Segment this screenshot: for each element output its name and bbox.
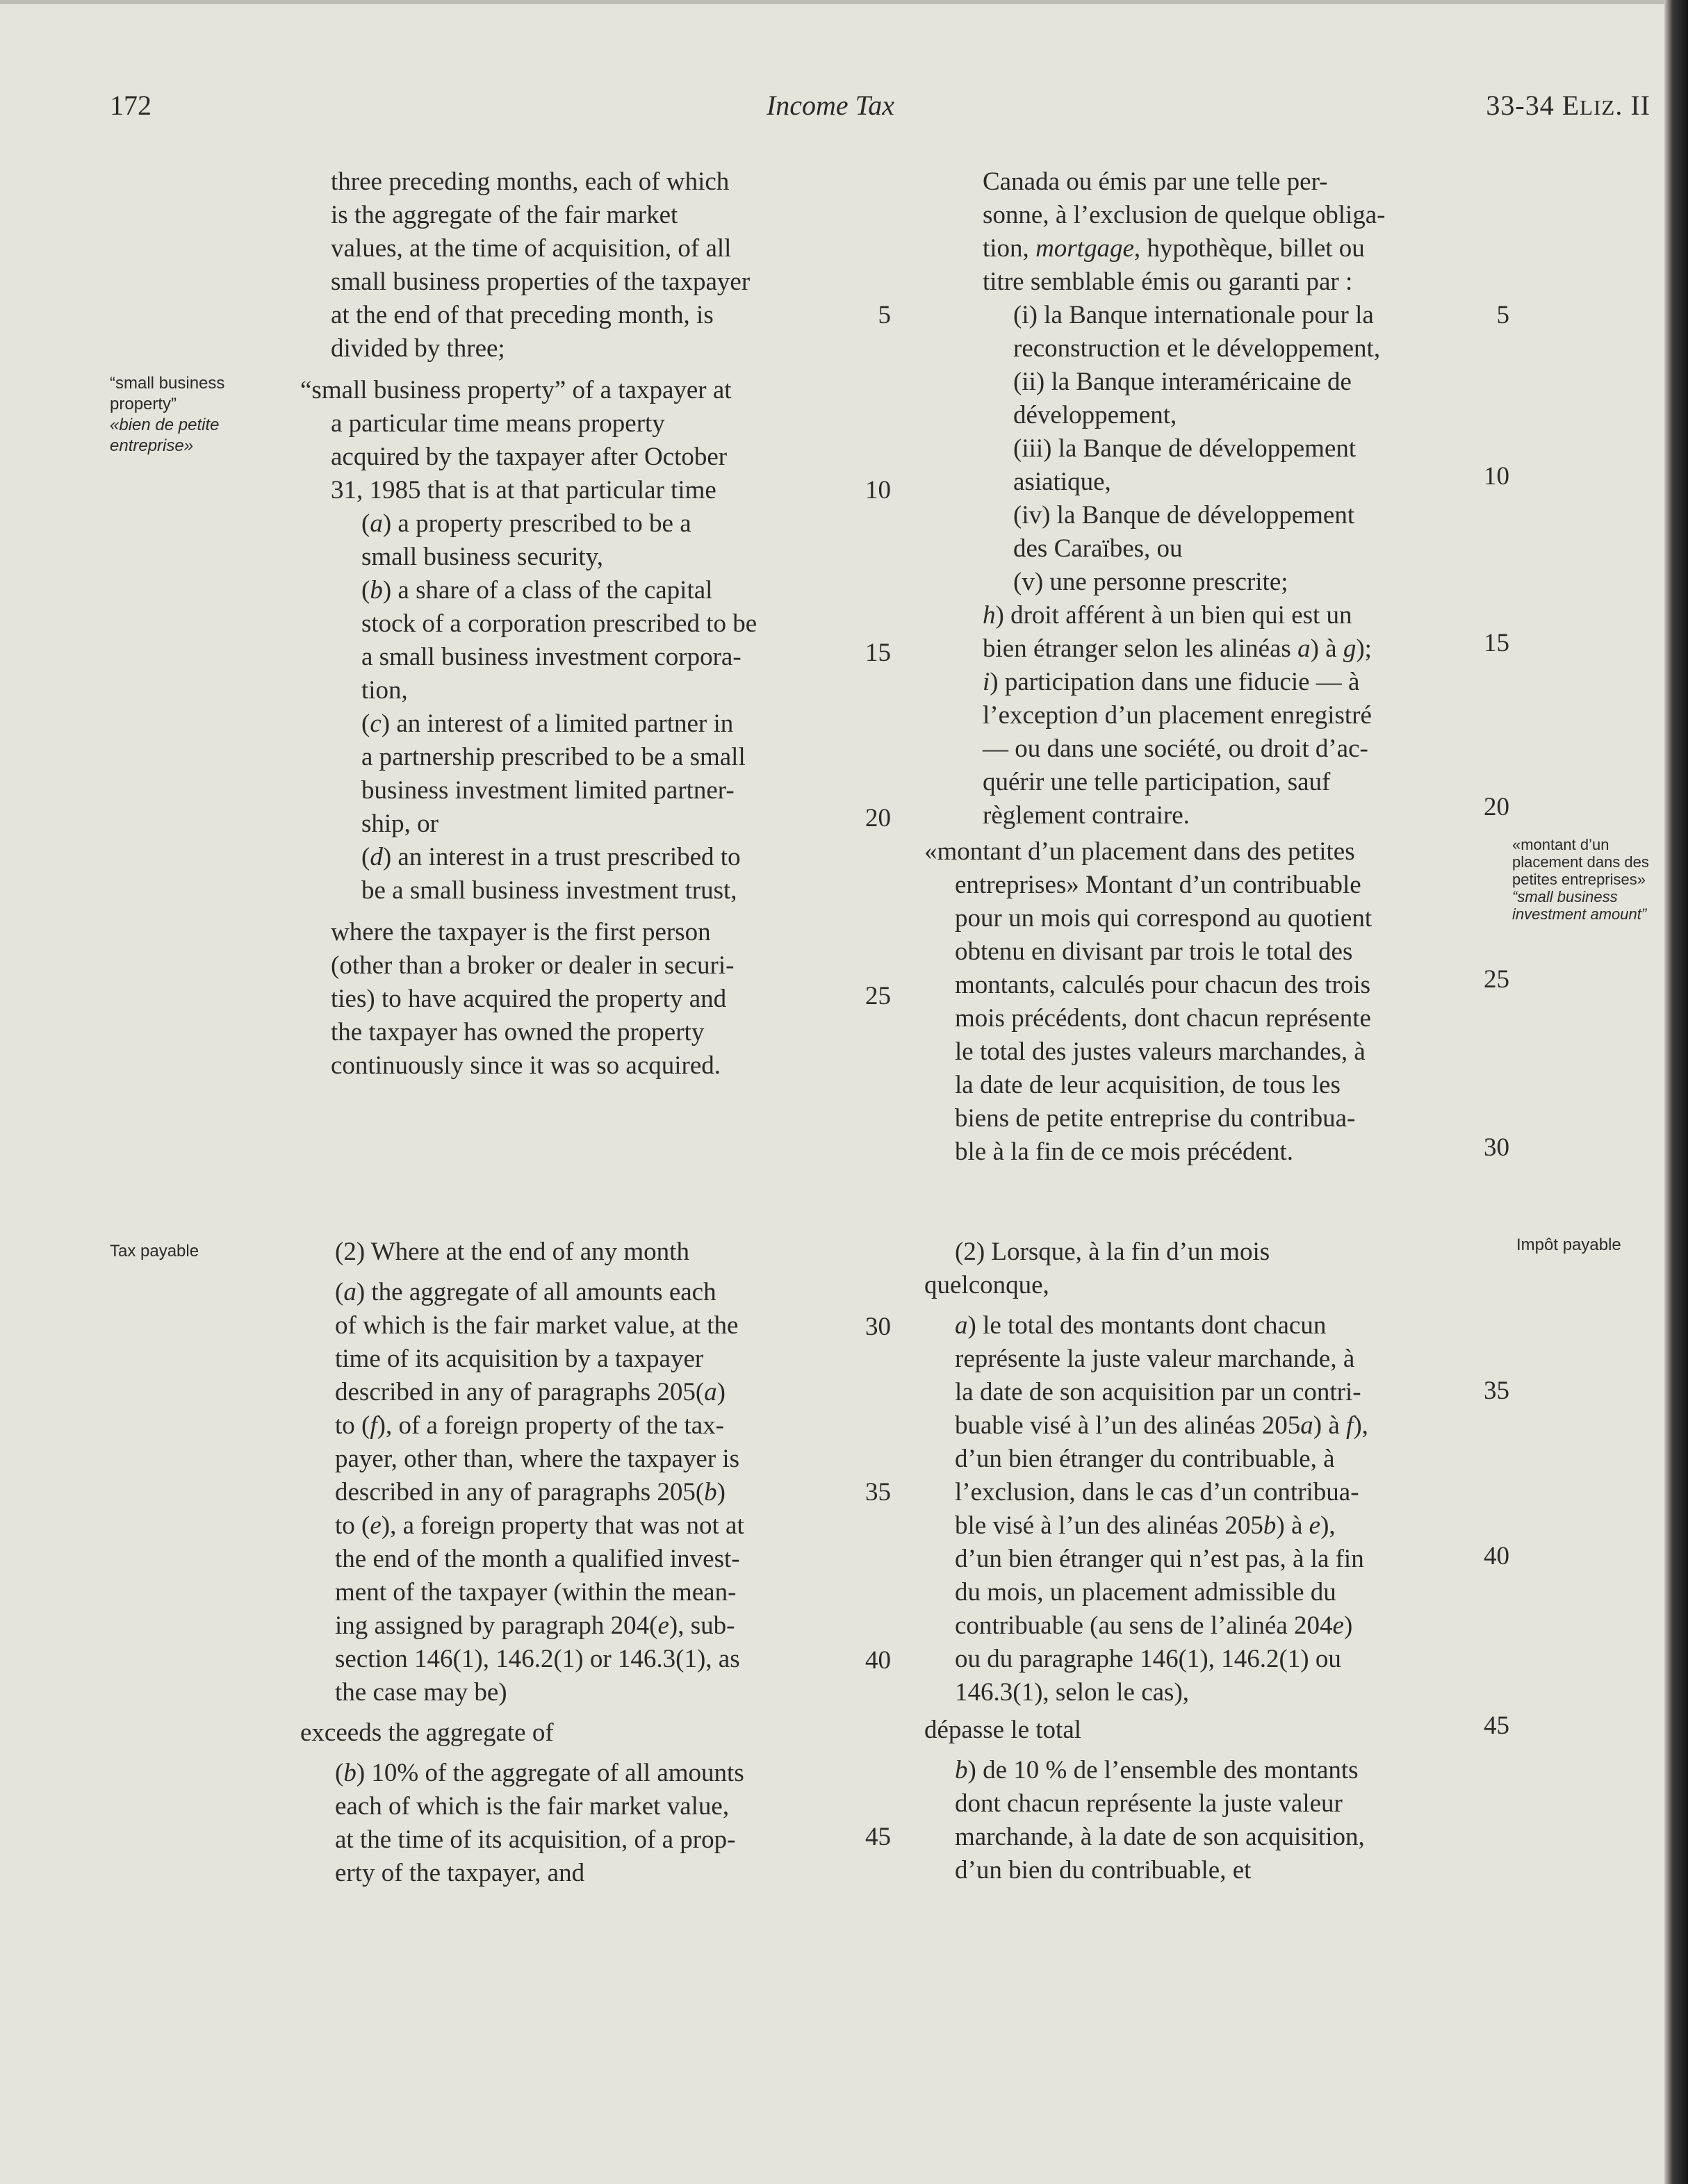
line-number: 30 (1484, 1133, 1509, 1162)
line-number: 25 (1484, 965, 1509, 994)
french-text-continued: Canada ou émis par une telle per- sonne, à l’exclusion de quelque obliga- tion, mortgage, hypothèque, billet ou titre semblable émis ou garanti par : (i) la Banque internationale pour la reconstruction et le développement, (ii) la Banque interaméricaine de développement, (iii) la Banque de développement asiatique, (iv) la Banque de développement des Caraïbes, ou (v) une personne prescrite; h) droit afférent à un bien qui est un bien étranger selon les alinéas a) à g); i) participation dans une fiducie — à l’exception d’un placement enregistré — ou dans une société, ou droit d’ac- quérir une telle participation, sauf règlement contraire. (983, 167, 1386, 830)
english-text-continued: three preceding months, each of which is the aggregate of the fair market values, at the time of acquisition, of all small business properties of the taxpayer at the end of that preceding month, is divided by three; (331, 167, 751, 363)
line-number: 35 (865, 1478, 891, 1506)
line-number: 45 (865, 1823, 891, 1851)
definition-small-business-property: “small business property” of a taxpayer at a particular time means property acquired by the taxpayer after October 31, 1985 that is at that particular time (a) a property prescribed to be a small business security, (b) a share of a class of the capital stock of a corporation prescribed to be a small business investment corpora- tion, (c) an interest of a limited partner in a partnership prescribed to be a small business investment limited partner- ship, or (d) an interest in a trust prescribed to be a small business investment trust, where the taxpayer is the first person (other than a broker or dealer in securi- ties) to have acquired the property and the taxpayer has owned the property continuously since it was so acquired. (300, 376, 757, 1080)
line-number: 45 (1484, 1711, 1509, 1740)
line-number: 20 (865, 804, 891, 832)
line-number: 5 (878, 301, 891, 329)
line-number: 30 (865, 1313, 891, 1341)
margin-note-small-business-property: “small business property” «bien de petite entreprise» (110, 374, 225, 455)
line-number: 20 (1484, 793, 1509, 821)
regnal-year: 33-34 ELIZ. II (1486, 90, 1650, 121)
margin-note-tax-payable: Tax payable (110, 1242, 199, 1261)
page-number: 172 (110, 90, 151, 121)
line-number: 5 (1496, 301, 1509, 329)
margin-note-montant: «montant d’un placement dans des petites entreprises» “small business investment amount” (1512, 836, 1649, 923)
line-number: 25 (865, 982, 891, 1010)
line-number: 15 (865, 639, 891, 667)
running-title: Income Tax (766, 90, 895, 121)
page-top-edge (0, 0, 1688, 4)
english-subsection-2: (2) Where at the end of any month (a) the aggregate of all amounts each of which is the fair market value, at the time of its acquisition by a taxpayer described in any of paragraphs 205(a) to (f), of a foreign property of the tax- payer, other than, where the taxpayer is described in any of paragraphs 205(b) to (e), a foreign property that was not at the end of the month a qualified invest- ment of the taxpayer (within the mean- ing assigned by paragraph 204(e), sub- section 146(1), 146.2(1) or 146.3(1), as the case may be) exceeds the aggregate of (b) 10% of the aggregate of all amounts each of which is the fair market value, at the time of its acquisition, of a prop- erty of the taxpayer, and (300, 1238, 744, 1887)
definition-montant-placement: «montant d’un placement dans des petites entreprises» Montant d’un contribuable pour un mois qui correspond au quotient obtenu en divisant par trois le total des montants, calculés pour chacun des trois mois précédents, dont chacun représente le total des justes valeurs marchandes, à la date de leur acquisition, de tous les biens de petite entreprise du contribua- ble à la fin de ce mois précédent. (924, 837, 1372, 1166)
book-gutter-shadow (1664, 0, 1688, 2184)
line-number: 15 (1484, 629, 1509, 657)
margin-note-impot-payable: Impôt payable (1516, 1235, 1621, 1254)
line-number: 40 (865, 1646, 891, 1675)
french-subsection-2: (2) Lorsque, à la fin d’un mois quelconque, a) le total des montants dont chacun représente la juste valeur marchande, à la date de son acquisition par un contri- buable visé à l’un des alinéas 205a) à f), d’un bien étranger du contribuable, à l’exclusion, dans le cas d’un contribua- ble visé à l’un des alinéas 205b) à e), d’un bien étranger qui n’est pas, à la fin du mois, un placement admissible du contribuable (au sens de l’alinéa 204e) ou du paragraphe 146(1), 146.2(1) ou 146.3(1), selon le cas), dépasse le total b) de 10 % de l’ensemble des montants dont chacun représente la juste valeur marchande, à la date de son acquisition, d’un bien du contribuable, et (924, 1238, 1368, 1885)
line-number: 10 (1484, 462, 1509, 491)
line-number: 35 (1484, 1377, 1509, 1405)
line-number: 40 (1484, 1542, 1509, 1570)
line-number: 10 (865, 476, 891, 504)
